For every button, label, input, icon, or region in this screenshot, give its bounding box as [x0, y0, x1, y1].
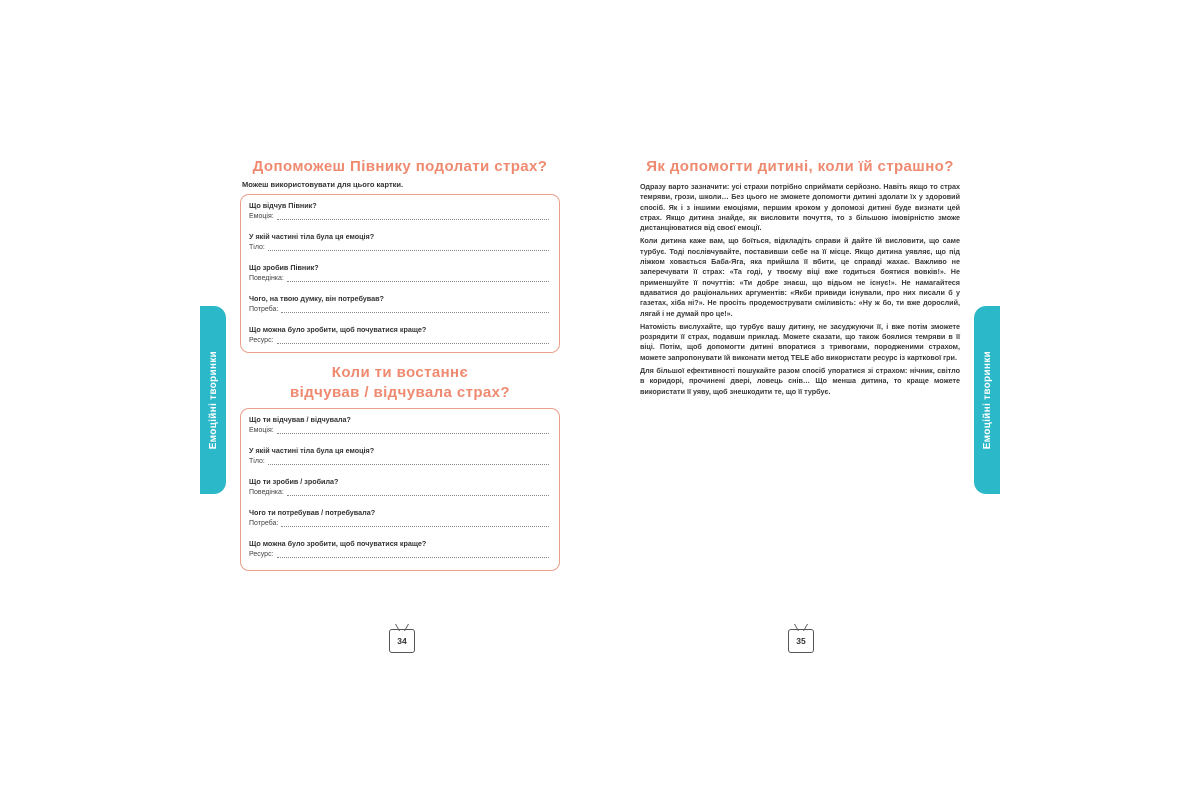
form-question: Чого, на твою думку, він потребував?	[249, 294, 384, 303]
form-item	[249, 201, 549, 222]
form-item	[249, 446, 549, 467]
page-number	[788, 629, 814, 653]
side-tab-label: Емоційні творинки	[207, 350, 219, 450]
answer-line[interactable]	[268, 463, 549, 465]
paragraph: Одразу варто зазначити: усі страхи потрібно сприймати серйозно. Навіть якщо то страх темряви, грози, школи… Без цього не зможете допомогти дитині здолати їх у здоровий спосіб. Як і з іншими емоціями, першим кроком у допомозі дитині буде визнати цей страх. Якщо дитина знайде, як висловити почуття, то з більшою імовірністю зможе дистанціюватися від своєї емоції.	[640, 182, 960, 233]
paragraph: Натомість вислухайте, що турбує вашу дитину, не засуджуючи її, і вже потім зможете розрядити її страх, подавши приклад. Можете сказати, що також боялися темряви в її віці. Потім, щоб допомогти дитині впоратися з тривогами, породженими страхом, можете запропонувати їй виконати метод TELE або використати ресурс із карткової гри.	[640, 321, 960, 362]
reflection-form-1	[240, 194, 560, 353]
form-item	[249, 539, 549, 560]
form-answer-label: Потреба:	[249, 306, 279, 313]
form-question: Що ти зробив / зробила?	[249, 477, 339, 486]
answer-line[interactable]	[268, 249, 549, 251]
form-item	[249, 508, 549, 529]
form-question: У якій частині тіла була ця емоція?	[249, 446, 375, 455]
form-answer-label: Емоція:	[249, 427, 274, 434]
answer-line[interactable]	[277, 218, 549, 220]
form-item	[249, 325, 549, 346]
answer-line[interactable]	[281, 525, 549, 527]
reflection-form-2	[240, 408, 560, 571]
answer-line[interactable]	[281, 311, 549, 313]
form-answer-label: Емоція:	[249, 213, 274, 220]
form-answer-label: Поведінка:	[249, 275, 284, 282]
page-number-text: 34	[397, 636, 407, 646]
form-answer-label: Поведінка:	[249, 489, 284, 496]
page-number-text: 35	[796, 636, 806, 646]
form-item	[249, 294, 549, 315]
page-title: Як допомогти дитині, коли їй страшно?	[646, 158, 954, 175]
side-tab-right	[974, 306, 1000, 494]
form-item	[249, 415, 549, 436]
form-item	[249, 263, 549, 284]
form-question: Чого ти потребував / потребувала?	[249, 508, 376, 517]
form-question: У якій частині тіла була ця емоція?	[249, 232, 375, 241]
answer-line[interactable]	[287, 494, 549, 496]
page-number	[389, 629, 415, 653]
form-question: Що зробив Півник?	[249, 263, 319, 272]
section-title	[200, 363, 600, 403]
form-item	[249, 477, 549, 498]
form-item	[249, 232, 549, 253]
answer-line[interactable]	[287, 280, 549, 282]
paragraph: Коли дитина каже вам, що боїться, відкладіть справи й дайте їй висловити, що саме турбує. Тоді послівчувайте, поставивши себе на її місце. Якщо дитина уявляє, що під ліжком ховається Баба-Яга, яка прийшла її вбити, це справді жахає. Важливо не заперечувати її страх: «Та годі, у твоєму віці вже годиться боятися вовків!». Не применшуйте її почуттів: «Ти добре знаєш, що відьом не існує!». Не намагайтеся вдаватися до раціональних аргументів: «Якби привиди існували, про них писали б у газетах, хіба ні?». Не просіть продемострувати сміливість: «Ну ж бо, ти вже дорослий, лягай і не думай про це!».	[640, 236, 960, 318]
form-answer-label: Потреба:	[249, 520, 279, 527]
article-body	[640, 182, 960, 400]
form-answer-label: Ресурс:	[249, 337, 274, 344]
answer-line[interactable]	[277, 556, 549, 558]
side-tab-label: Емоційні творинки	[981, 350, 993, 450]
form-answer-label: Тіло:	[249, 458, 265, 465]
page-title: Допоможеш Півнику подолати страх?	[252, 158, 548, 175]
answer-line[interactable]	[277, 342, 549, 344]
paragraph: Для більшої ефективності пошукайте разом спосіб упоратися зі страхом: нічник, світло в коридорі, прочинені двері, ловець снів… Що менша дитина, то краще можете використати її уяву, щоб знешкодити те, що її турбує.	[640, 366, 960, 396]
section-title-line-1: Коли ти востаннє	[331, 364, 469, 381]
form-question: Що ти відчував / відчувала?	[249, 415, 351, 424]
intro-text: Можеш використовувати для цього картки.	[242, 180, 404, 189]
section-title-line-2: відчував / відчувала страх?	[290, 384, 510, 401]
form-answer-label: Тіло:	[249, 244, 265, 251]
answer-line[interactable]	[277, 432, 549, 434]
form-question: Що можна було зробити, щоб почуватися краще?	[249, 539, 427, 548]
form-question: Що відчув Півник?	[249, 201, 317, 210]
left-page	[200, 0, 600, 800]
right-page	[600, 0, 1000, 800]
form-question: Що можна було зробити, щоб почуватися краще?	[249, 325, 427, 334]
form-answer-label: Ресурс:	[249, 551, 274, 558]
